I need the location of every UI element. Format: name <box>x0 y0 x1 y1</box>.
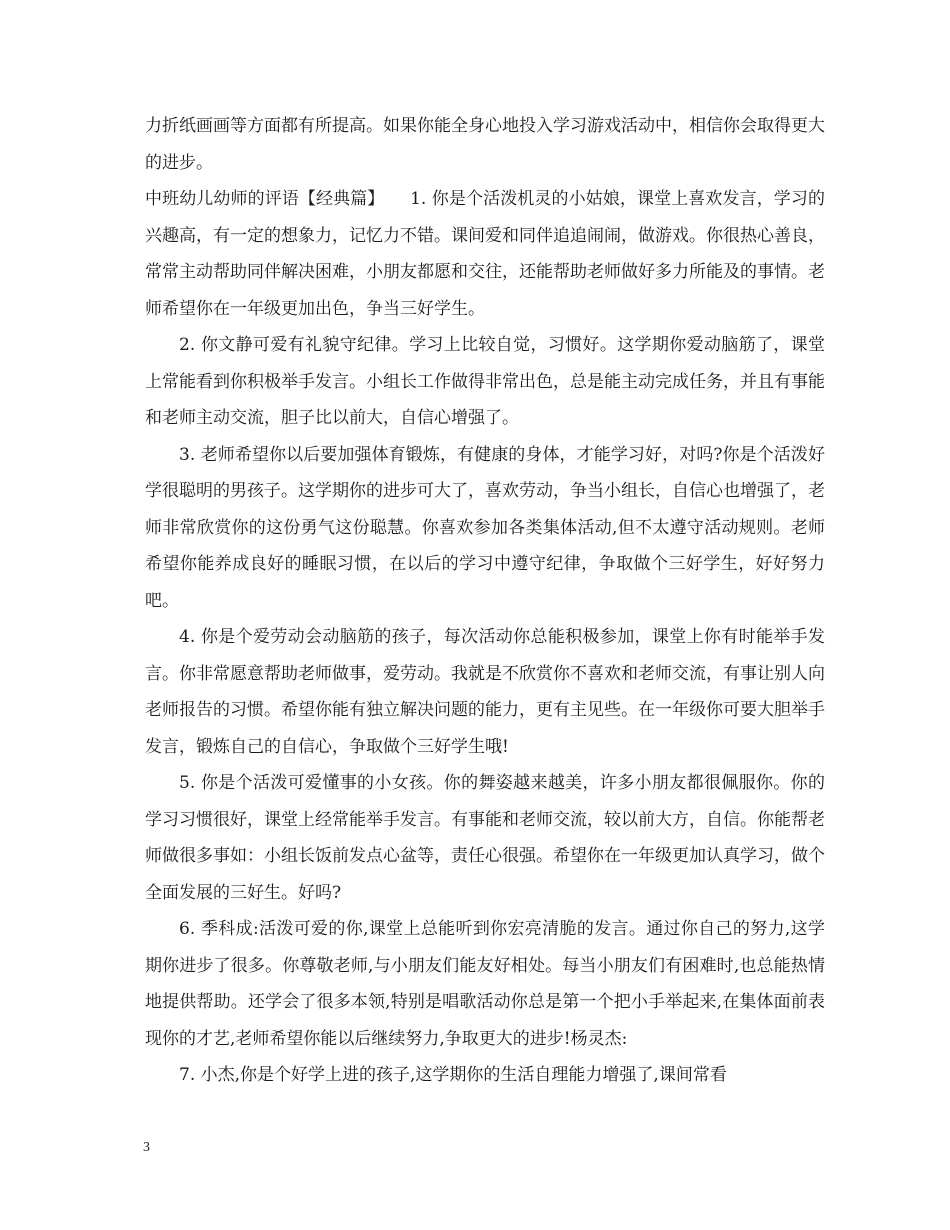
page-number: 3 <box>143 1140 150 1155</box>
paragraph-section-heading-item-1: 中班幼儿幼师的评语【经典篇】 1. 你是个活泼机灵的小姑娘，课堂上喜欢发言，学习的兴趣高，有一定的想象力，记忆力不错。课间爱和同伴追追闹闹，做游戏。你很热心善良，常常主动帮助同伴解决困难，小朋友都愿和交往，还能帮助老师做好多力所能及的事情。老师希望你在一年级更加出色，争当三好学生。 <box>145 189 825 319</box>
paragraph-continuation: 力折纸画画等方面都有所提高。如果你能全身心地投入学习游戏活动中，相信你会取得更大的进步。 <box>145 116 825 173</box>
paragraph-item-6: 6. 季科成:活泼可爱的你,课堂上总能听到你宏亮清脆的发言。通过你自己的努力,这学期你进步了很多。你尊敬老师,与小朋友们能友好相处。每当小朋友们有困难时,也总能热情地提供帮助。还学会了很多本领,特别是唱歌活动你总是第一个把小手举起来,在集体面前表现你的才艺,老师希望你能以后继续努力,争取更大的进步!杨灵杰: <box>145 919 825 1049</box>
paragraph-item-4: 4. 你是个爱劳动会动脑筋的孩子，每次活动你总能积极参加，课堂上你有时能举手发言。你非常愿意帮助老师做事，爱劳动。我就是不欣赏你不喜欢和老师交流，有事让别人向老师报告的习惯。希望你能有独立解决问题的能力，更有主见些。在一年级你可要大胆举手发言，锻炼自己的自信心，争取做个三好学生哦! <box>145 627 825 757</box>
paragraph-item-5: 5. 你是个活泼可爱懂事的小女孩。你的舞姿越来越美，许多小朋友都很佩服你。你的学习习惯很好，课堂上经常能举手发言。有事能和老师交流，较以前大方，自信。你能帮老师做很多事如：小组长饭前发点心盆等，责任心很强。希望你在一年级更加认真学习，做个全面发展的三好生。好吗? <box>145 773 825 903</box>
document-body <box>145 108 825 1094</box>
paragraph-item-3: 3. 老师希望你以后要加强体育锻炼，有健康的身体，才能学习好，对吗?你是个活泼好学很聪明的男孩子。这学期你的进步可大了，喜欢劳动，争当小组长，自信心也增强了，老师非常欣赏你的这份勇气这份聪慧。你喜欢参加各类集体活动,但不太遵守活动规则。老师希望你能养成良好的睡眠习惯，在以后的学习中遵守纪律，争取做个三好学生，好好努力吧。 <box>145 444 825 611</box>
paragraph-item-7: 7. 小杰,你是个好学上进的孩子,这学期你的生活自理能力增强了,课间常看 <box>179 1065 727 1085</box>
paragraph-item-2: 2. 你文静可爱有礼貌守纪律。学习上比较自觉，习惯好。这学期你爱动脑筋了，课堂上常能看到你积极举手发言。小组长工作做得非常出色，总是能主动完成任务，并且有事能和老师主动交流，胆子比以前大，自信心增强了。 <box>145 335 825 428</box>
